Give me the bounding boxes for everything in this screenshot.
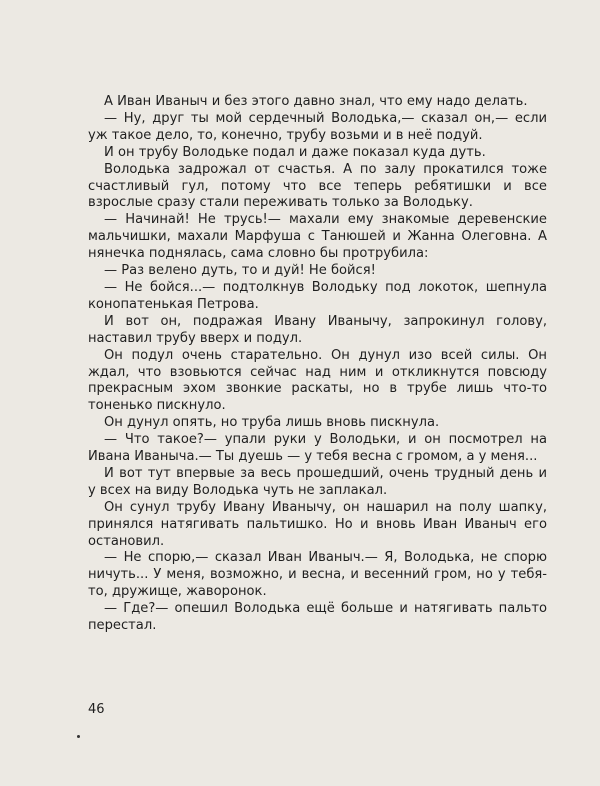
paragraph-13: Он сунул трубу Ивану Иванычу, он нашарил на полу шапку, принялся натягивать пальтишко. Но и вновь Иван Иваныч его остановил. bbox=[88, 499, 547, 549]
paragraph-5: — Начинай! Не трусь!— махали ему знакомые деревенские мальчишки, махали Марфуша с Танюшей и Жанна Олеговна. А нянечка поднялась, сама словно бы протрубила: bbox=[88, 212, 547, 262]
paragraph-2: — Ну, друг ты мой сердечный Володька,— сказал он,— если уж такое дело, то, конечно, трубу возьми и в неё подуй. bbox=[88, 110, 547, 143]
paragraph-8: И вот он, подражая Ивану Иванычу, запрокинул голову, наставил трубу вверх и подул. bbox=[88, 313, 547, 346]
print-speck bbox=[77, 735, 80, 738]
paragraph-9: Он подул очень старательно. Он дунул изо всей силы. Он ждал, что взовьются сейчас над ним и откликнутся повсюду прекрасным эхом звонкие раскаты, но в трубе лишь что-то тоненько пискнуло. bbox=[88, 347, 547, 414]
paragraph-15: — Где?— опешил Володька ещё больше и натягивать пальто перестал. bbox=[88, 601, 547, 634]
paragraph-6: — Раз велено дуть, то и дуй! Не бойся! bbox=[104, 263, 376, 279]
paragraph-10: Он дунул опять, но труба лишь вновь пискнула. bbox=[104, 415, 440, 431]
paragraph-4: Володька задрожал от счастья. А по залу прокатился тоже счастливый гул, потому что все теперь ребятишки и все взрослые сразу стали переживать только за Володьку. bbox=[88, 161, 547, 211]
paragraph-7: — Не бойся...— подтолкнув Володьку под локоток, шепнула конопатенькая Петрова. bbox=[88, 279, 547, 312]
paragraph-3: И он трубу Володьке подал и даже показал куда дуть. bbox=[104, 144, 486, 160]
paragraph-14: — Не спорю,— сказал Иван Иваныч.— Я, Володька, не спорю ничуть... У меня, возможно, и весна, и весенний гром, но у тебя-то, дружище, жаворонок. bbox=[88, 550, 547, 600]
page-number: 46 bbox=[88, 702, 105, 717]
main-text bbox=[88, 94, 547, 635]
paragraph-11: — Что такое?— упали руки у Володьки, и он посмотрел на Ивана Иваныча.— Ты дуешь — у тебя весна с громом, а у меня... bbox=[88, 432, 547, 465]
paragraph-12: И вот тут впервые за весь прошедший, очень трудный день и у всех на виду Володька чуть не заплакал. bbox=[88, 465, 547, 498]
paragraph-1: А Иван Иваныч и без этого давно знал, что ему надо делать. bbox=[104, 94, 528, 109]
